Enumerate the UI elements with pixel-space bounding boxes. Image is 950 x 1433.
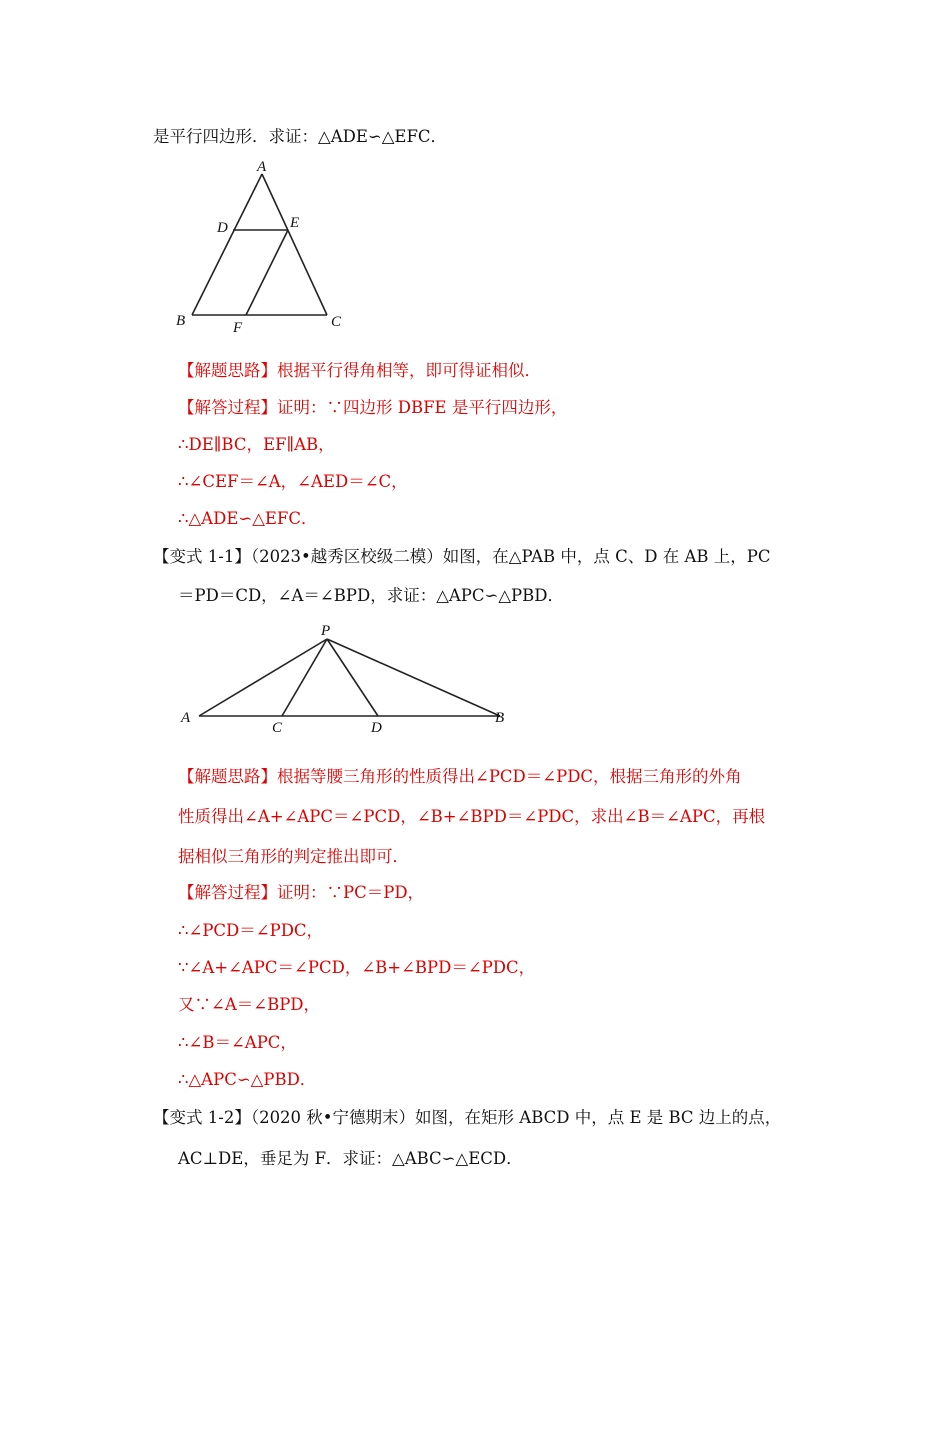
- figure-parallelogram-triangle: [170, 155, 350, 340]
- variant11-line1: 【变式 1-1】（2023•越秀区校级二模）如图，在△PAB 中，点 C、D 在 AB 上，PC: [153, 547, 771, 566]
- sol2-idea-3: 据相似三角形的判定推出即可．: [178, 847, 409, 866]
- label-e: E: [290, 215, 300, 231]
- label-f: F: [233, 320, 243, 336]
- figure-triangle-pab: [175, 618, 520, 738]
- label-d: D: [217, 220, 228, 236]
- sol1-step-2: ∴∠CEF＝∠A，∠AED＝∠C，: [178, 472, 408, 491]
- sol1-proc-head: 【解答过程】证明：∵四边形 DBFE 是平行四边形，: [178, 398, 568, 417]
- label-p: P: [321, 623, 331, 639]
- intro-line: 是平行四边形．求证：△ADE∽△EFC．: [153, 127, 448, 146]
- label-d2: D: [371, 720, 382, 736]
- segment-pc: [282, 639, 327, 716]
- sol2-idea-1: 【解题思路】根据等腰三角形的性质得出∠PCD＝∠PDC，根据三角形的外角: [178, 767, 742, 786]
- sol2-step-4: ∴∠B＝∠APC，: [178, 1033, 297, 1052]
- sol2-step-5: ∴△APC∽△PBD．: [178, 1070, 317, 1089]
- sol1-step-3: ∴△ADE∽△EFC．: [178, 509, 318, 528]
- sol2-proc-head: 【解答过程】证明：∵PC＝PD，: [178, 883, 425, 902]
- sol1-idea: 【解题思路】根据平行得角相等，即可得证相似．: [178, 361, 541, 380]
- variant11-line2: ＝PD＝CD，∠A＝∠BPD，求证：△APC∽△PBD．: [178, 586, 565, 605]
- label-a2: A: [181, 710, 191, 726]
- label-a: A: [257, 159, 267, 175]
- sol2-idea-2: 性质得出∠A+∠APC＝∠PCD，∠B+∠BPD＝∠PDC，求出∠B＝∠APC，再根: [178, 807, 766, 826]
- segment-pa: [199, 639, 327, 716]
- label-b: B: [176, 313, 186, 329]
- label-c2: C: [272, 720, 283, 736]
- variant12-line2: AC⊥DE，垂足为 F．求证：△ABC∽△ECD．: [178, 1149, 523, 1168]
- sol2-step-2: ∵∠A+∠APC＝∠PCD，∠B+∠BPD＝∠PDC，: [178, 958, 536, 977]
- variant12-line1: 【变式 1-2】（2020 秋•宁德期末）如图，在矩形 ABCD 中，点 E 是 BC 边上的点，: [153, 1108, 782, 1127]
- segment-ab: [192, 174, 262, 315]
- sol2-step-1: ∴∠PCD＝∠PDC，: [178, 921, 324, 940]
- segment-ac: [262, 174, 327, 315]
- sol2-step-3: 又∵∠A＝∠BPD，: [178, 995, 321, 1014]
- sol1-step-1: ∴DE∥BC，EF∥AB，: [178, 435, 335, 454]
- label-b2: B: [495, 710, 505, 726]
- segment-ef: [246, 230, 288, 315]
- label-c: C: [331, 314, 342, 330]
